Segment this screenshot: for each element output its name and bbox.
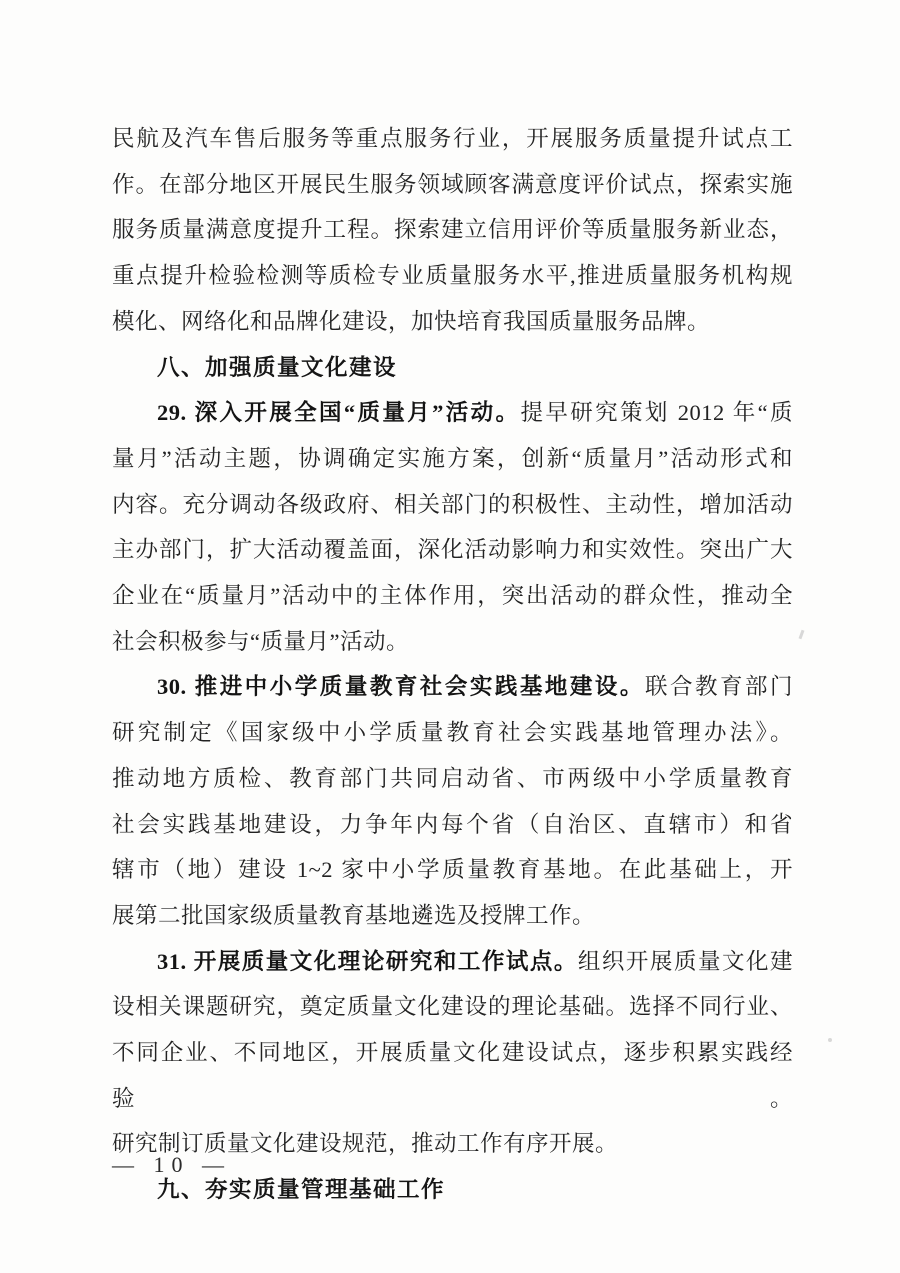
text-line — [112, 802, 793, 848]
text-line — [112, 390, 793, 436]
text-segment: 辖市（地）建设 1~2 家中小学质量教育基地。在此基础上，开 — [112, 857, 793, 883]
text-line — [112, 345, 793, 391]
text-segment: 量月”活动主题，协调确定实施方案，创新“质量月”活动形式和 — [112, 445, 793, 471]
text-line — [112, 893, 793, 939]
text-line — [112, 1030, 793, 1121]
text-line — [112, 482, 793, 528]
text-line — [112, 756, 793, 802]
text-segment: 联合教育部门 — [644, 674, 793, 700]
text-segment: 重点提升检验检测等质检专业质量服务水平,推进质量服务机构规 — [112, 263, 793, 289]
text-segment: 九、夯实质量管理基础工作 — [157, 1177, 446, 1203]
text-line — [112, 162, 793, 208]
page-number: — 10 — — [112, 1152, 231, 1177]
text-segment: 企业在“质量月”活动中的主体作用，突出活动的群众性，推动全 — [112, 583, 793, 609]
text-segment: 展第二批国家级质量教育基地遴选及授牌工作。 — [112, 902, 596, 928]
text-segment: 内容。充分调动各级政府、相关部门的积极性、主动性，增加活动 — [112, 491, 793, 517]
text-segment: 组织开展质量文化建 — [577, 948, 793, 974]
paragraph — [112, 116, 793, 345]
text-line — [112, 573, 793, 619]
text-segment: 研究制订质量文化建设规范，推动工作有序开展。 — [112, 1131, 619, 1157]
text-line — [112, 527, 793, 573]
text-line — [112, 619, 793, 665]
scan-artifact — [828, 1038, 832, 1042]
text-line — [112, 710, 793, 756]
text-segment: 社会积极参与“质量月”活动。 — [112, 628, 409, 654]
text-line — [112, 847, 793, 893]
text-segment: 提早研究策划 2012 年“质 — [520, 400, 793, 426]
text-segment: 社会实践基地建设，力争年内每个省（自治区、直辖市）和省 — [112, 811, 793, 837]
text-segment: 模化、网络化和品牌化建设，加快培育我国质量服务品牌。 — [112, 308, 711, 334]
section-heading — [112, 345, 793, 391]
text-segment: 八、加强质量文化建设 — [157, 354, 398, 380]
text-segment: 主办部门，扩大活动覆盖面，深化活动影响力和实效性。突出广大 — [112, 537, 793, 563]
text-line — [112, 207, 793, 253]
text-line — [112, 253, 793, 299]
paragraph — [112, 664, 793, 938]
text-segment: 推动地方质检、教育部门共同启动省、市两级中小学质量教育 — [112, 765, 793, 791]
text-line — [112, 299, 793, 345]
text-segment: 31. 开展质量文化理论研究和工作试点。 — [157, 948, 578, 974]
text-line — [112, 664, 793, 710]
text-segment: 研究制定《国家级中小学质量教育社会实践基地管理办法》。 — [112, 720, 793, 746]
text-segment: 作。在部分地区开展民生服务领域顾客满意度评价试点，探索实施 — [112, 171, 793, 197]
text-line — [112, 436, 793, 482]
text-segment: 30. 推进中小学质量教育社会实践基地建设。 — [157, 674, 645, 700]
document-body — [112, 116, 793, 1213]
text-segment: 设相关课题研究，奠定质量文化建设的理论基础。选择不同行业、 — [112, 994, 793, 1020]
text-segment: 民航及汽车售后服务等重点服务行业，开展服务质量提升试点工 — [112, 126, 793, 151]
text-segment: 不同企业、不同地区，开展质量文化建设试点，逐步积累实践经验。 — [112, 1040, 793, 1111]
scan-artifact — [799, 630, 805, 639]
text-line — [112, 116, 793, 162]
paragraph — [112, 390, 793, 664]
text-line — [112, 939, 793, 985]
text-segment: 29. 深入开展全国“质量月”活动。 — [157, 400, 521, 426]
text-segment: 服务质量满意度提升工程。探索建立信用评价等质量服务新业态， — [112, 217, 793, 243]
text-line — [112, 984, 793, 1030]
paragraph — [112, 939, 793, 1168]
